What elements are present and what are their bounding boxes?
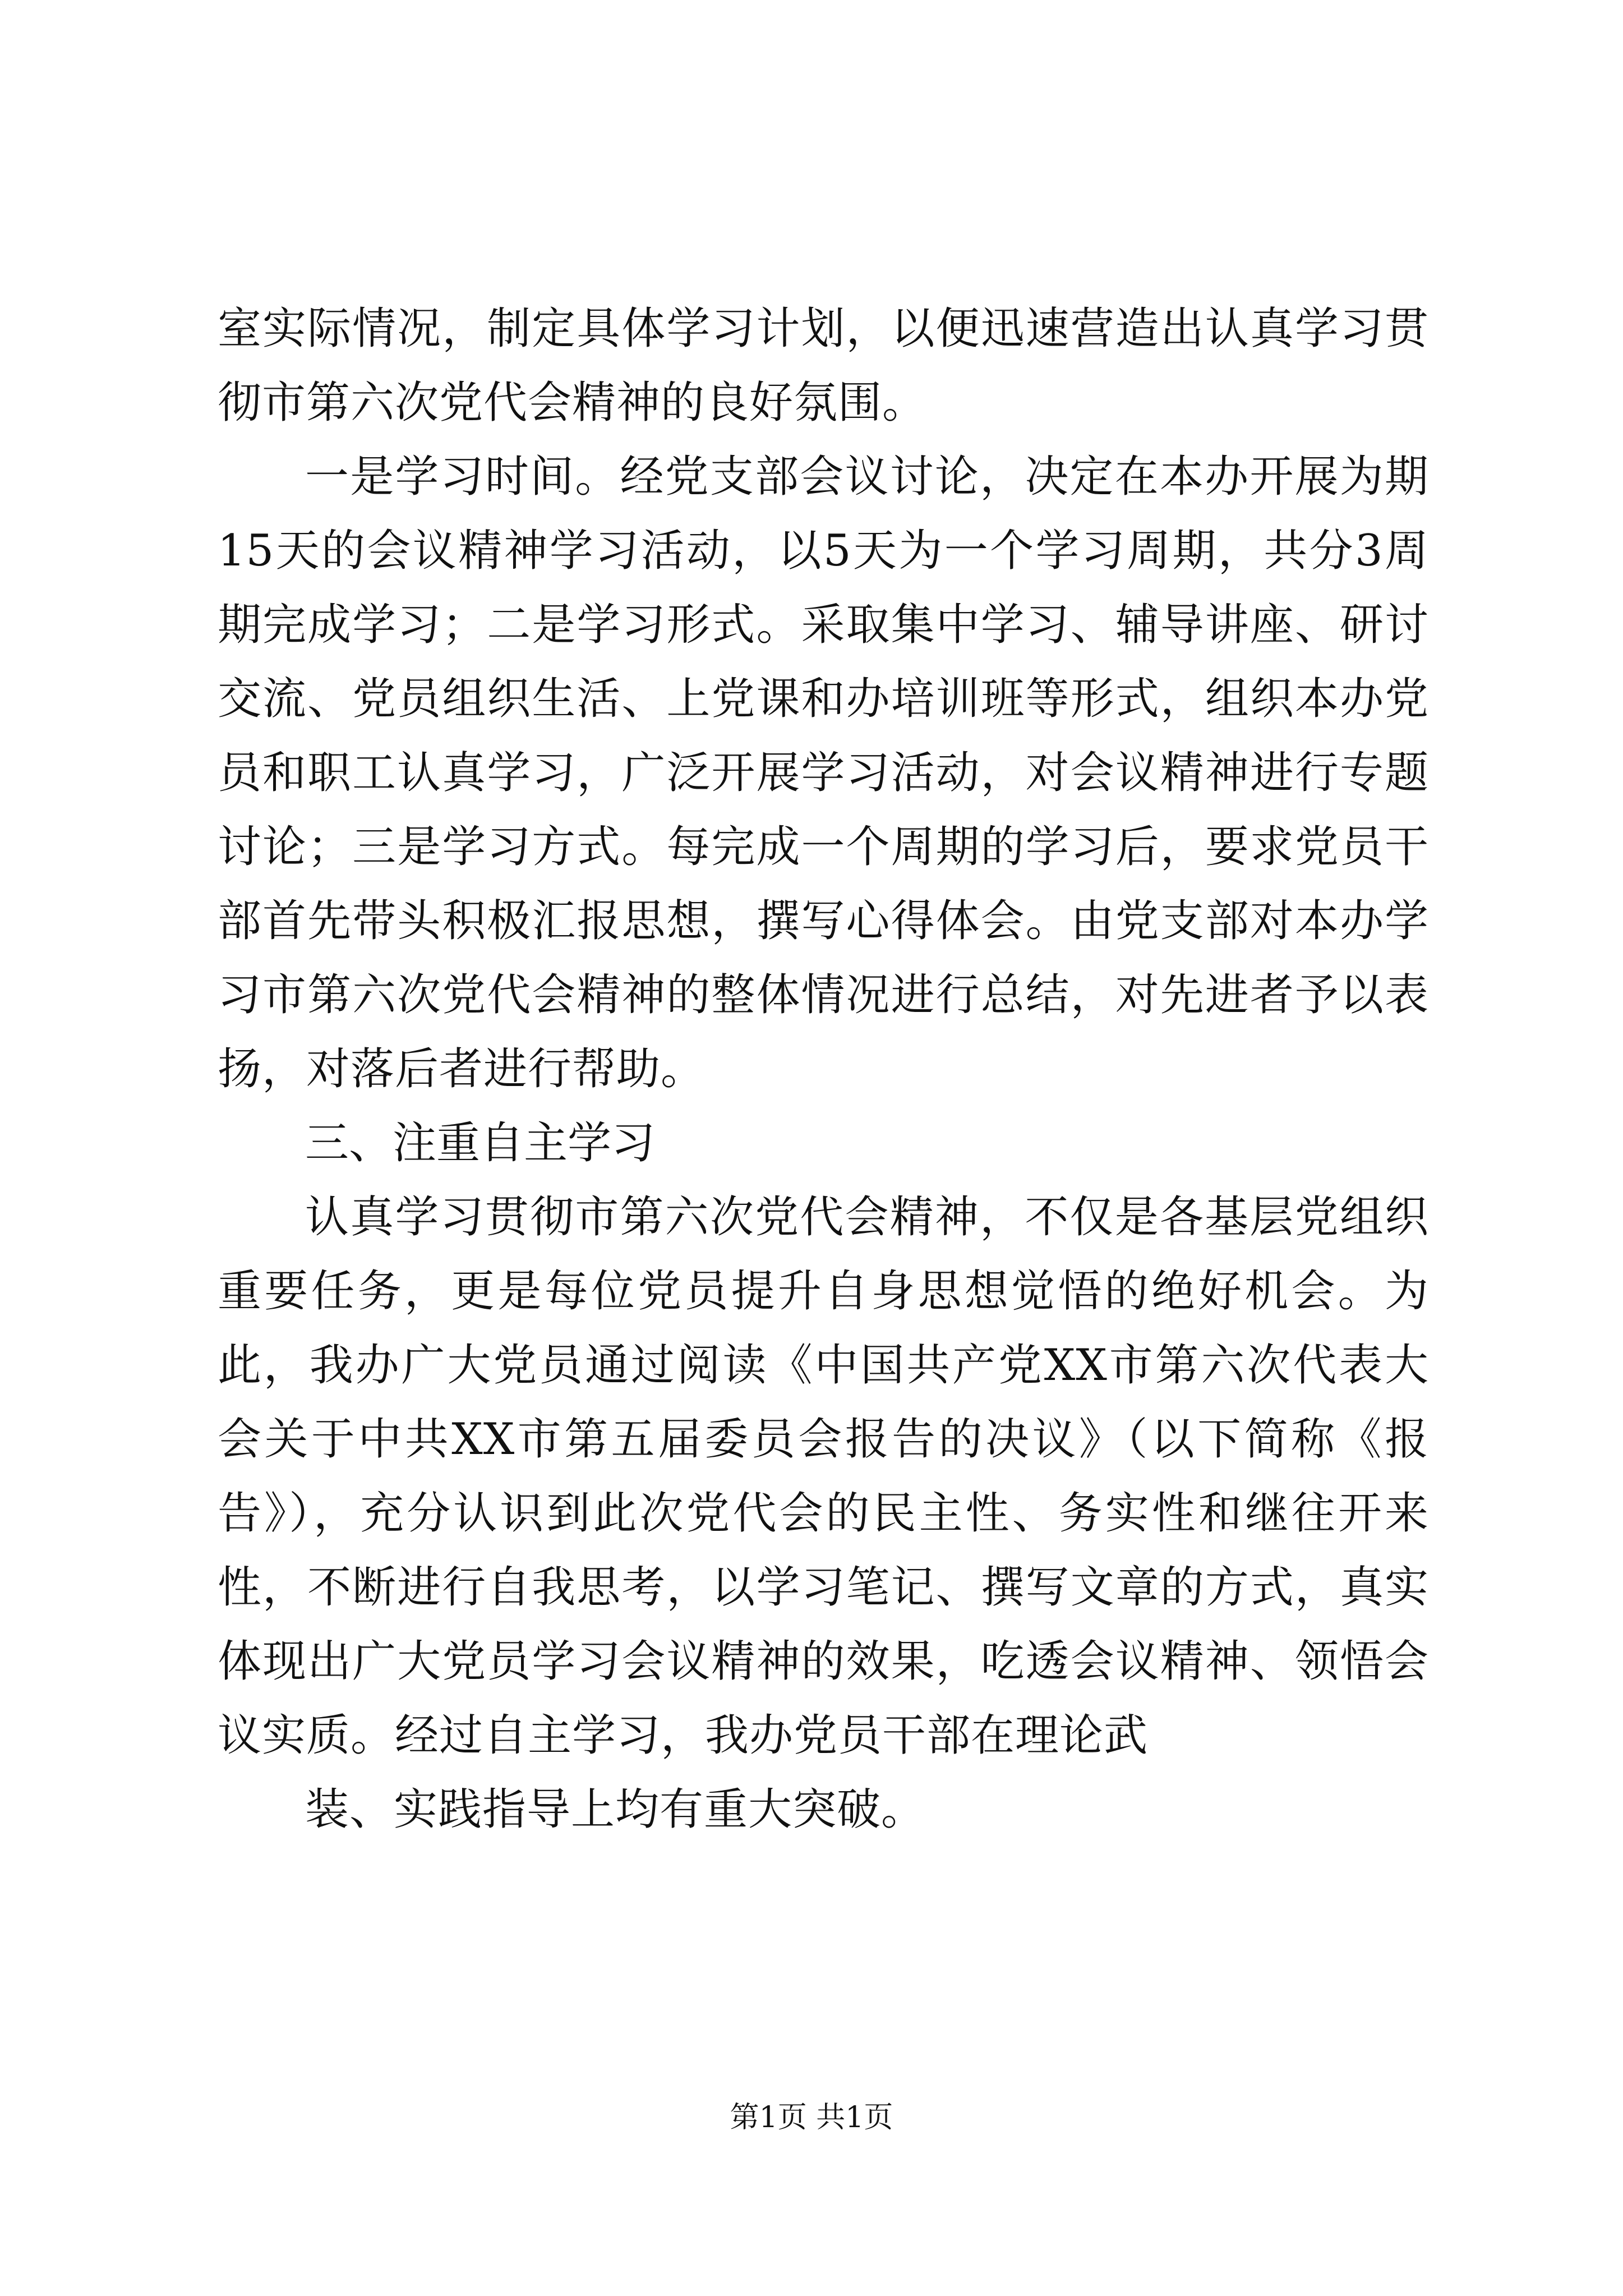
document-body [218,292,1429,1847]
paragraph-self-study: 认真学习贯彻市第六次党代会精神，不仅是各基层党组织重要任务，更是每位党员提升自身思想觉悟的绝好机会。为此，我办广大党员通过阅读《中国共产党XX市第六次代表大会关于中共XX市第五届委员会报告的决议》（以下简称《报告》），充分认识到此次党代会的民主性、务实性和继往开来性，不断进行自我思考，以学习笔记、撰写文章的方式，真实体现出广大党员学习会议精神的效果，吃透会议精神、领悟会议实质。经过自主学习，我办党员干部在理论武 [218,1192,1429,1761]
paragraph-continuation: 室实际情况，制定具体学习计划，以便迅速营造出认真学习贯彻市第六次党代会精神的良好氛围。 [218,303,1429,428]
page-footer: 第1页 共1页 [730,2101,893,2134]
paragraph-closing: 装、实践指导上均有重大突破。 [305,1784,926,1835]
section-heading-self-study: 三、注重自主学习 [305,1118,656,1168]
paragraph-study-arrangement: 一是学习时间。经党支部会议讨论，决定在本办开展为期15天的会议精神学习活动，以5天为一个学习周期，共分3周期完成学习；二是学习形式。采取集中学习、辅导讲座、研讨交流、党员组织生活、上党课和办培训班等形式，组织本办党员和职工认真学习，广泛开展学习活动，对会议精神进行专题讨论；三是学习方式。每完成一个周期的学习后，要求党员干部首先带头积极汇报思想，撰写心得体会。由党支部对本办学习市第六次党代会精神的整体情况进行总结，对先进者予以表扬，对落后者进行帮助。 [218,452,1429,1094]
